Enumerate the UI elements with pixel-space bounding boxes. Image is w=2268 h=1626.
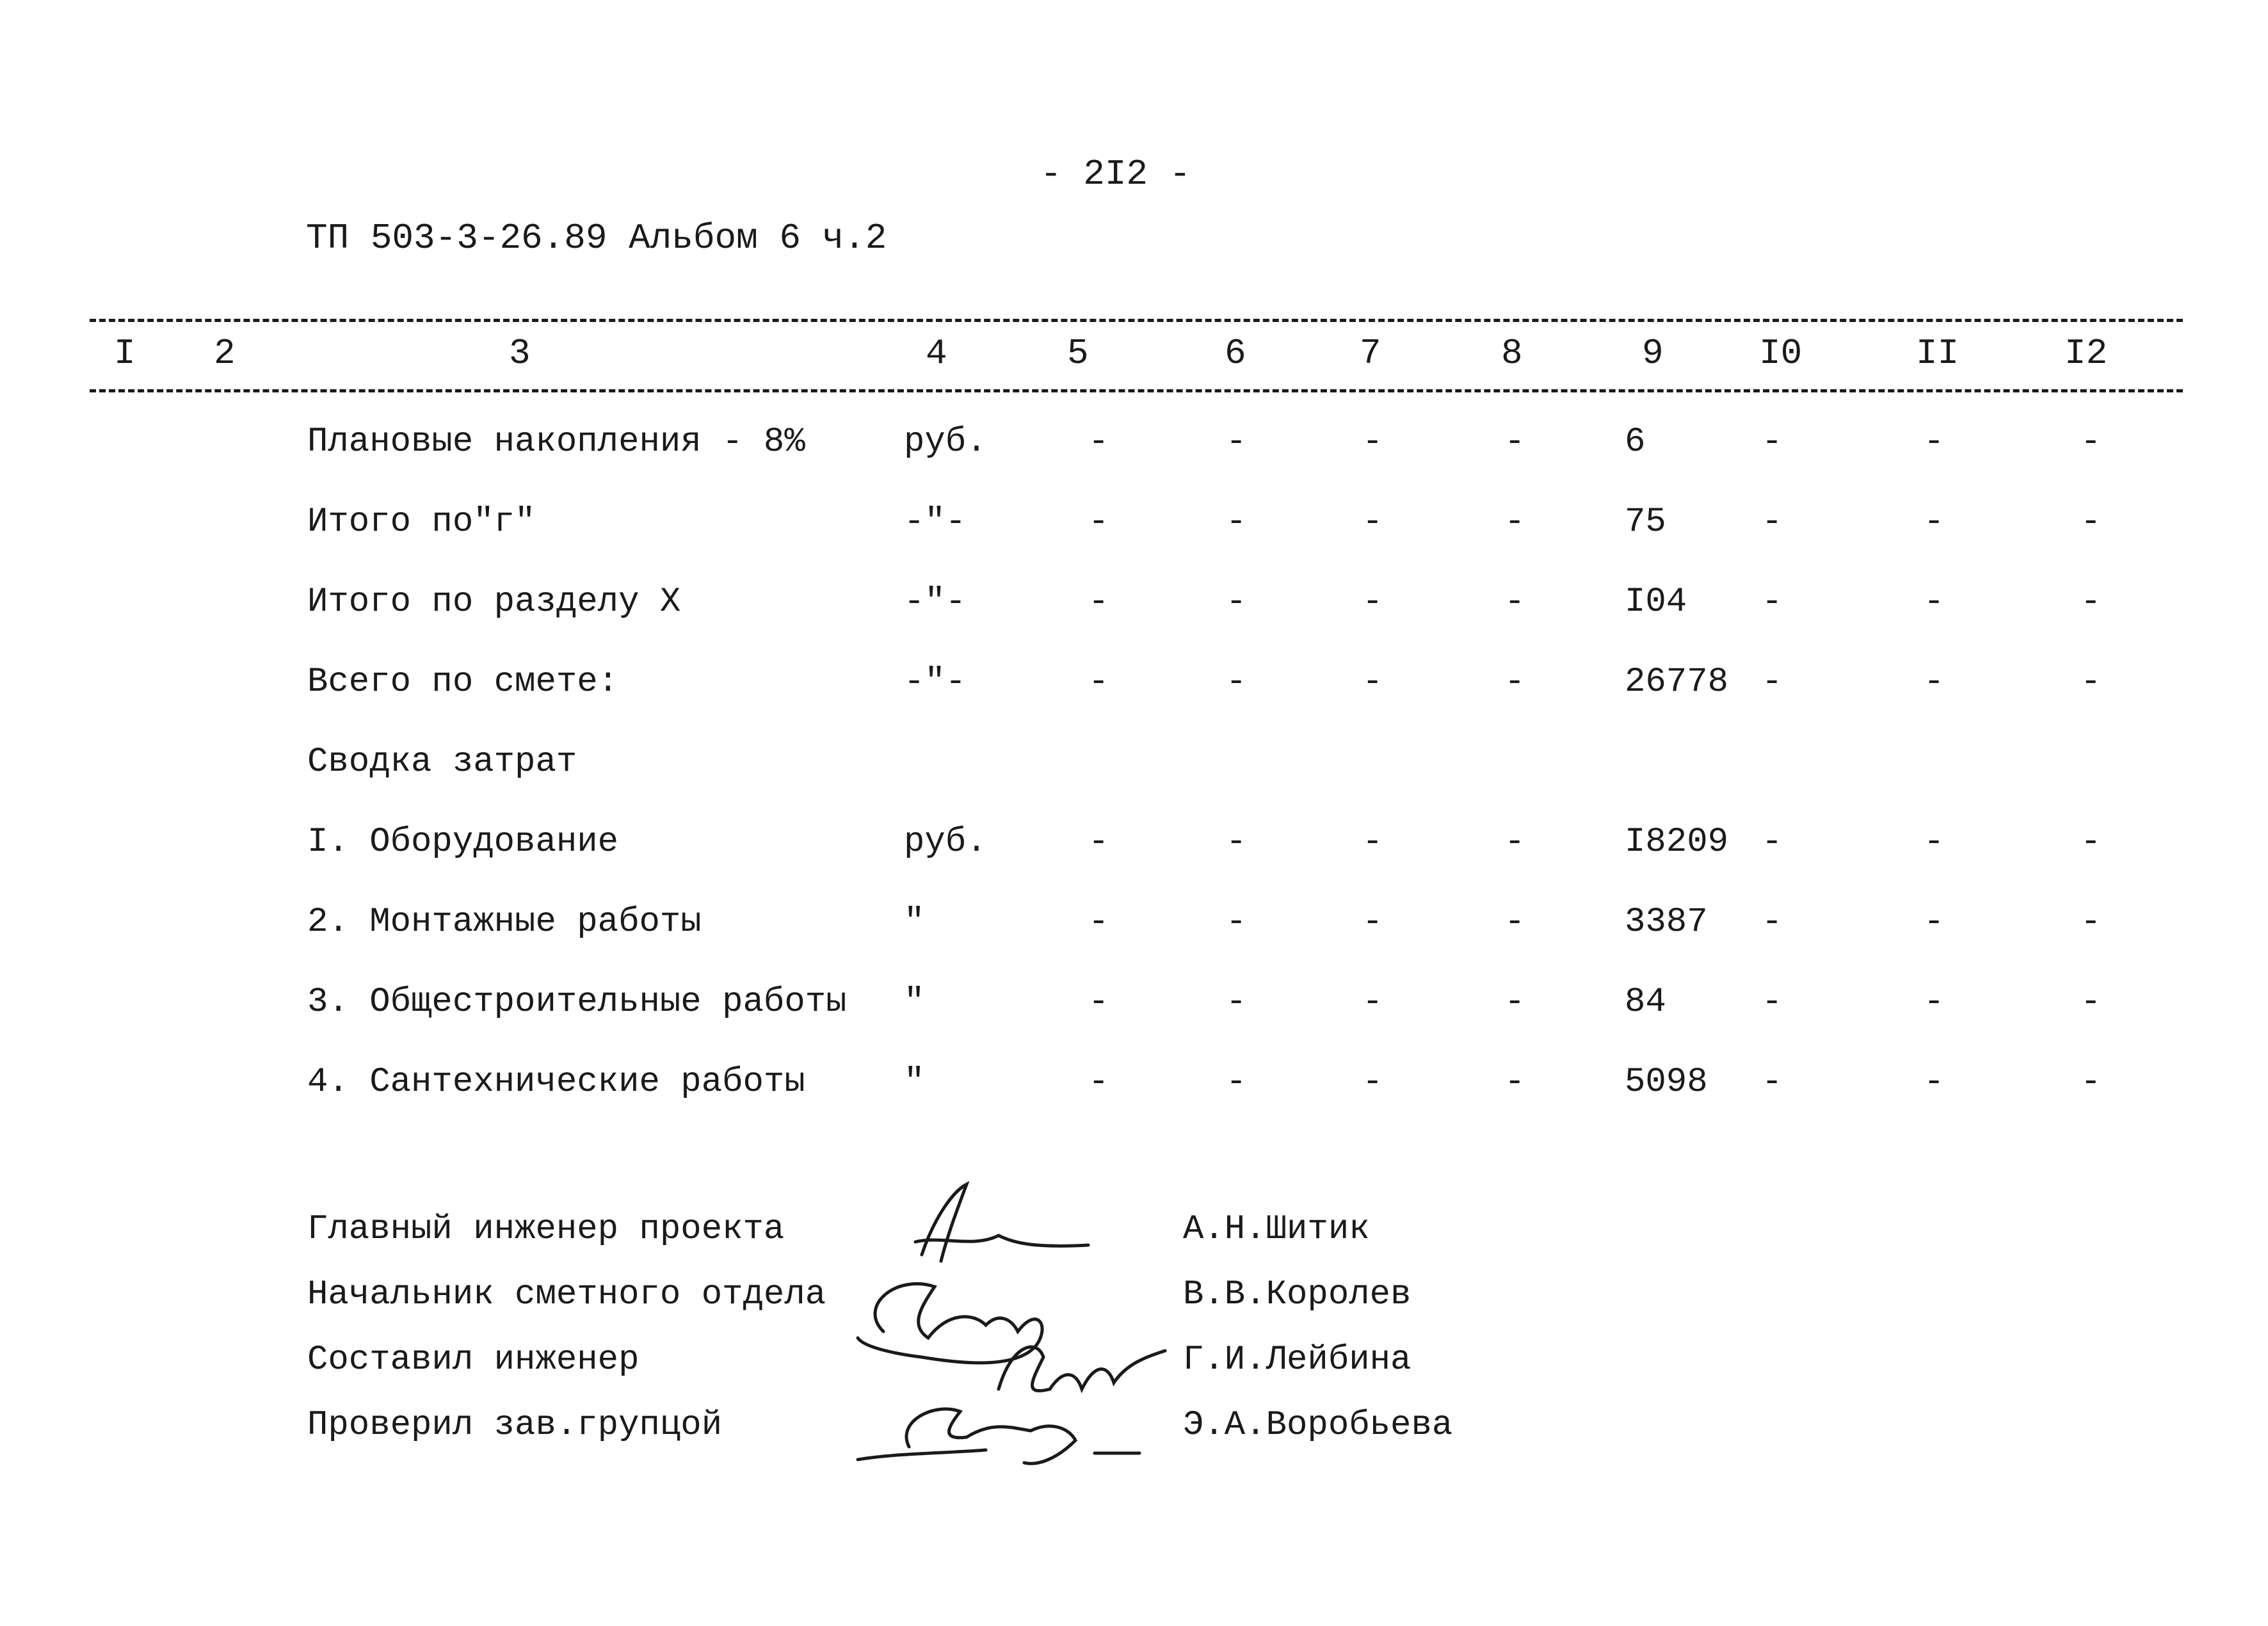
cell-col5: - <box>1088 583 1109 622</box>
cell-col9: 26778 <box>1625 663 1729 702</box>
cell-col12: - <box>2080 583 2102 622</box>
column-header-12: I2 <box>2064 333 2108 374</box>
cell-col11: - <box>1924 903 1945 942</box>
cell-col11: - <box>1924 423 1945 462</box>
row-unit: " <box>904 903 925 942</box>
table-row <box>0 983 2268 1047</box>
cell-col7: - <box>1362 663 1383 702</box>
cell-col5: - <box>1088 423 1109 462</box>
cell-col8: - <box>1504 503 1525 542</box>
cell-col12: - <box>2080 1063 2102 1102</box>
table-row <box>0 1063 2268 1127</box>
cell-col12: - <box>2080 503 2102 542</box>
cell-col9: I8209 <box>1625 823 1729 862</box>
cell-col5: - <box>1088 663 1109 702</box>
cell-col10: - <box>1762 423 1783 462</box>
cell-col6: - <box>1226 583 1247 622</box>
table-row <box>0 423 2268 487</box>
row-unit: " <box>904 983 925 1022</box>
cell-col9: 6 <box>1625 423 1646 462</box>
cell-col6: - <box>1226 983 1247 1022</box>
cell-col10: - <box>1762 503 1783 542</box>
cell-col8: - <box>1504 903 1525 942</box>
cell-col7: - <box>1362 983 1383 1022</box>
cell-col11: - <box>1924 983 1945 1022</box>
cell-col8: - <box>1504 583 1525 622</box>
column-header-5: 5 <box>1067 333 1089 374</box>
column-header-10: I0 <box>1759 333 1803 374</box>
cell-col5: - <box>1088 823 1109 862</box>
signature-scribble-2 <box>858 1284 1042 1362</box>
section-heading-row <box>0 743 2268 807</box>
signature-name: Э.А.Воробьева <box>1183 1406 1453 1445</box>
cell-col7: - <box>1362 503 1383 542</box>
cell-col10: - <box>1762 823 1783 862</box>
row-unit: " <box>904 1063 925 1102</box>
section-heading: Сводка затрат <box>307 743 577 782</box>
column-header-8: 8 <box>1501 333 1523 374</box>
cell-col5: - <box>1088 503 1109 542</box>
cell-col12: - <box>2080 983 2102 1022</box>
cell-col12: - <box>2080 423 2102 462</box>
cell-col8: - <box>1504 823 1525 862</box>
handwritten-signatures <box>845 1178 1178 1472</box>
cell-col6: - <box>1226 663 1247 702</box>
cell-col5: - <box>1088 1063 1109 1102</box>
table-row <box>0 823 2268 887</box>
signature-role: Начальник сметного отдела <box>307 1275 826 1314</box>
column-header-7: 7 <box>1360 333 1381 374</box>
cell-col9: I04 <box>1625 583 1687 622</box>
table-row <box>0 503 2268 567</box>
cell-col7: - <box>1362 583 1383 622</box>
cell-col12: - <box>2080 823 2102 862</box>
table-row <box>0 903 2268 967</box>
row-name: Плановые накопления - 8% <box>307 423 805 462</box>
column-header-3: 3 <box>509 333 531 374</box>
column-header-6: 6 <box>1225 333 1246 374</box>
column-header-4: 4 <box>926 333 947 374</box>
cell-col6: - <box>1226 903 1247 942</box>
cell-col6: - <box>1226 823 1247 862</box>
row-name: 3. Общестроительные работы <box>307 983 847 1022</box>
row-unit: -"- <box>904 503 967 542</box>
row-unit: руб. <box>904 823 987 862</box>
cell-col6: - <box>1226 1063 1247 1102</box>
cell-col11: - <box>1924 503 1945 542</box>
cell-col9: 84 <box>1625 983 1666 1022</box>
table-row <box>0 663 2268 727</box>
cell-col5: - <box>1088 903 1109 942</box>
signature-scribble-1 <box>915 1184 1088 1261</box>
cell-col11: - <box>1924 663 1945 702</box>
cell-col12: - <box>2080 663 2102 702</box>
row-unit: руб. <box>904 423 987 462</box>
cell-col8: - <box>1504 663 1525 702</box>
document-reference: ТП 503-3-26.89 Альбом 6 ч.2 <box>306 218 887 259</box>
signature-scribble-4 <box>858 1409 1139 1463</box>
column-header-2: 2 <box>214 333 236 374</box>
row-name: 4. Сантехнические работы <box>307 1063 805 1102</box>
column-header-11: II <box>1916 333 1959 374</box>
cell-col10: - <box>1762 1063 1783 1102</box>
table-header-rule <box>90 389 2183 392</box>
page-number: - 2I2 - <box>1040 154 1191 195</box>
cell-col12: - <box>2080 903 2102 942</box>
signature-role: Проверил зав.групцой <box>307 1406 723 1445</box>
signature-role: Составил инженер <box>307 1340 639 1380</box>
cell-col8: - <box>1504 983 1525 1022</box>
cell-col11: - <box>1924 583 1945 622</box>
row-unit: -"- <box>904 663 967 702</box>
cell-col7: - <box>1362 1063 1383 1102</box>
row-name: I. Оборудование <box>307 823 619 862</box>
cell-col9: 5098 <box>1625 1063 1708 1102</box>
cell-col8: - <box>1504 1063 1525 1102</box>
cell-col8: - <box>1504 423 1525 462</box>
cell-col7: - <box>1362 903 1383 942</box>
cell-col7: - <box>1362 423 1383 462</box>
table-top-rule <box>90 319 2183 322</box>
column-header-1: I <box>114 333 136 374</box>
cell-col7: - <box>1362 823 1383 862</box>
column-header-9: 9 <box>1642 333 1664 374</box>
cell-col6: - <box>1226 423 1247 462</box>
cell-col11: - <box>1924 1063 1945 1102</box>
signature-name: А.Н.Шитик <box>1183 1210 1370 1249</box>
cell-col10: - <box>1762 663 1783 702</box>
signature-name: В.В.Королев <box>1183 1275 1411 1314</box>
cell-col11: - <box>1924 823 1945 862</box>
cell-col5: - <box>1088 983 1109 1022</box>
cell-col9: 75 <box>1625 503 1666 542</box>
cell-col9: 3387 <box>1625 903 1708 942</box>
cell-col10: - <box>1762 983 1783 1022</box>
cell-col10: - <box>1762 583 1783 622</box>
row-name: Всего по смете: <box>307 663 619 702</box>
signature-role: Главный инженер проекта <box>307 1210 785 1249</box>
row-name: Итого по разделу X <box>307 583 681 622</box>
row-unit: -"- <box>904 583 967 622</box>
cell-col6: - <box>1226 503 1247 542</box>
row-name: 2. Монтажные работы <box>307 903 702 942</box>
signature-name: Г.И.Лейбина <box>1183 1340 1411 1380</box>
table-row <box>0 583 2268 647</box>
row-name: Итого по"г" <box>307 503 536 542</box>
cell-col10: - <box>1762 903 1783 942</box>
